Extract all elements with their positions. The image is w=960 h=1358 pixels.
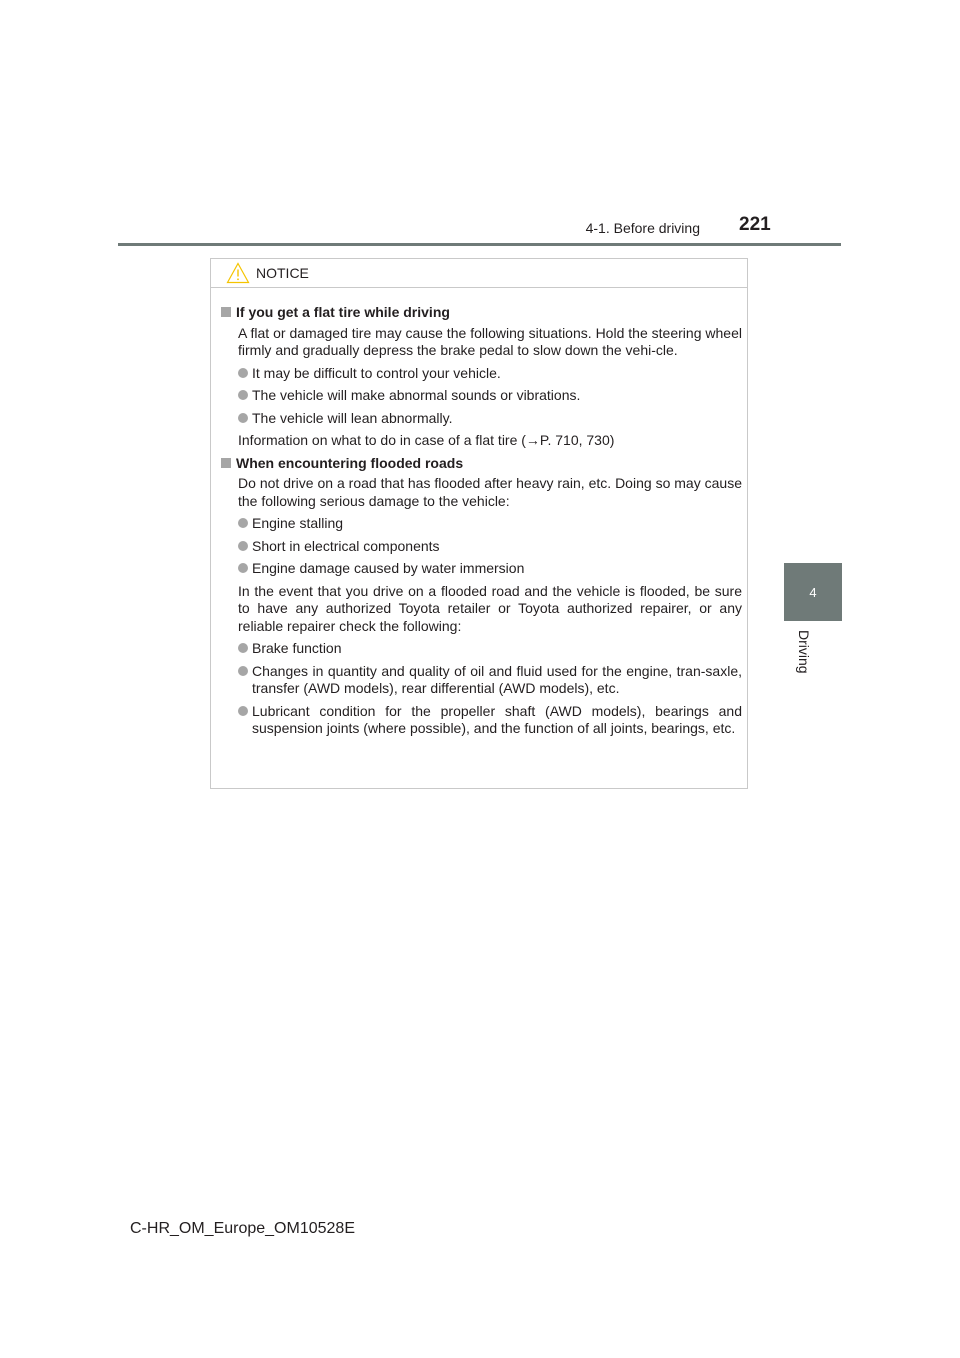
list-item (238, 538, 742, 556)
circle-bullet-icon (238, 706, 248, 716)
circle-bullet-icon (238, 643, 248, 653)
header-rule (118, 243, 841, 246)
notice-title: NOTICE (256, 265, 309, 281)
page-number: 221 (739, 214, 771, 235)
list-item (238, 515, 742, 533)
circle-bullet-icon (238, 390, 248, 400)
list-item-text: Engine damage caused by water immersion (252, 560, 525, 576)
list-item-text: Engine stalling (252, 515, 344, 531)
list-item-text: The vehicle will make abnormal sounds or vibrations. (252, 387, 581, 403)
document-code: C-HR_OM_Europe_OM10528E (130, 1220, 355, 1237)
paragraph: Do not drive on a road that has flooded after heavy rain, etc. Doing so may cause the following serious damage to the vehicle: (238, 475, 742, 509)
paragraph: In the event that you drive on a flooded road and the vehicle is flooded, be sure to have any authorized Toyota retailer or Toyota authorized repairer, or any reliable repairer check the following: (238, 582, 742, 634)
chapter-label: Driving (796, 630, 812, 674)
section-title: 4-1. Before driving (585, 220, 700, 236)
paragraph: A flat or damaged tire may cause the following situations. Hold the steering wheel firmly and gradually depress the brake pedal to slow down the vehi-cle. (238, 324, 742, 358)
list-item (238, 410, 742, 428)
list-item (238, 560, 742, 578)
circle-bullet-icon (238, 368, 248, 378)
square-bullet-icon (221, 458, 231, 468)
list-item-text: Changes in quantity and quality of oil and fluid used for the engine, tran-saxle, transfer (AWD models), rear differential (AWD models), etc. (252, 662, 742, 696)
circle-bullet-icon (238, 413, 248, 423)
circle-bullet-icon (238, 666, 248, 676)
list-item (238, 387, 742, 405)
list-item (238, 703, 742, 738)
list-item-text: Lubricant condition for the propeller shaft (AWD models), bearings and suspension joints (where possible), and the function of all joints, bearings, etc. (252, 702, 742, 736)
notice-box (210, 258, 748, 789)
list-item-text: Short in electrical components (252, 537, 440, 554)
list-item (238, 663, 742, 698)
circle-bullet-icon (238, 541, 248, 551)
list-item (238, 365, 742, 383)
chapter-number: 4 (809, 584, 817, 600)
section-heading (219, 455, 742, 473)
paragraph: Information on what to do in case of a flat tire (→P. 710, 730) (238, 432, 615, 448)
notice-body (211, 288, 747, 738)
heading-text: If you get a flat tire while driving (236, 304, 450, 320)
square-bullet-icon (221, 307, 231, 317)
list-item-text: It may be difficult to control your vehicle. (252, 364, 501, 381)
list-item-text: The vehicle will lean abnormally. (252, 409, 453, 426)
circle-bullet-icon (238, 518, 248, 528)
warning-triangle-icon (226, 262, 250, 284)
list-item-text: Brake function (252, 640, 342, 656)
notice-header (211, 259, 747, 288)
circle-bullet-icon (238, 563, 248, 573)
chapter-tab (784, 563, 842, 621)
list-item (238, 640, 742, 658)
section-heading (219, 304, 742, 322)
heading-text: When encountering flooded roads (236, 454, 464, 471)
